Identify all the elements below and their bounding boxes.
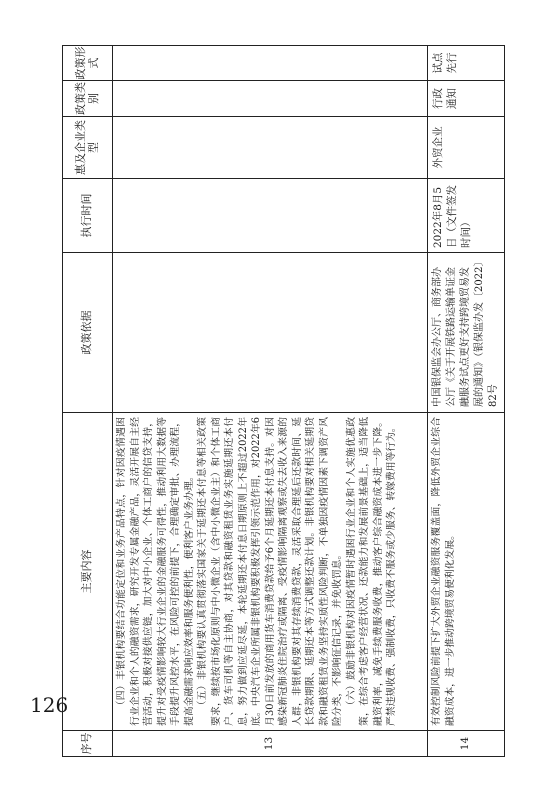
row14-seq: 14 bbox=[428, 731, 505, 757]
policy-table bbox=[62, 45, 505, 757]
header-time: 执行时间 bbox=[63, 179, 113, 253]
row13-beneficiary bbox=[113, 117, 428, 179]
row14-content bbox=[428, 413, 505, 731]
row13-seq: 13 bbox=[113, 731, 428, 757]
table-row-14 bbox=[428, 46, 505, 757]
row14-beneficiary: 外贸企业 bbox=[428, 117, 505, 179]
row13-paragraph-1: （四）丰银机构要结合功能定位和业务产品特点，针对因疫情遇困行业企业和个人的融资需求，研究开发专属金融产品，灵活开展自主经营活动，积极对接供应链，加大对中小企业、个体工商户的信贷支持，提升对受疫情影响较大行业企业的金融服务可得性，推动利用大数据等手段提升风控水平，在风险可控的前提下，合理确定审批、办理流程，提高金融需求响应效率和服务便利性，便利客户业务办理。 bbox=[116, 417, 195, 726]
row14-time: 2022年8月5日（文件签发时间） bbox=[428, 179, 505, 253]
header-row bbox=[63, 46, 113, 757]
policy-table-rotated bbox=[62, 46, 499, 757]
row13-content bbox=[113, 413, 428, 731]
row14-basis: 中国银保监会办公厅、商务部办公厅《关于开展铁路运输单证金融服务试点更好支持跨境贸易发展的通知》（银保监办发〔2022〕82号 bbox=[428, 253, 505, 413]
row13-time bbox=[113, 179, 428, 253]
header-content: 主要内容 bbox=[63, 413, 113, 731]
header-seq: 序号 bbox=[63, 731, 113, 757]
header-category: 政策类别 bbox=[63, 81, 113, 117]
row13-category bbox=[113, 81, 428, 117]
header-basis: 政策依据 bbox=[63, 253, 113, 413]
row14-form: 试点先行 bbox=[428, 46, 505, 81]
row13-form bbox=[113, 46, 428, 81]
row14-category: 行政通知 bbox=[428, 81, 505, 117]
header-beneficiary: 惠及企业类型 bbox=[63, 117, 113, 179]
page-number: 126 bbox=[30, 693, 69, 717]
row13-paragraph-3: （六）鼓励非银机构对因疫情暂时遇困行业企业和个人实施优惠政策，在综合考虑客户经营状况、还款能力和发展前景基础上，适当降低融资利率，减免手续费服务收费，推动客户综合融资成本进一步下降。严禁违规收费、强制收费，只收费不服务或少服务、转嫁费用等行为。 bbox=[345, 417, 398, 726]
row13-paragraph-2: （五）非银机构要认真贯彻落实国家关于延期还本付息等相关政策要求，继续按市场化原则与中小微企业（含中小微企业主）和个体工商户、货车司机等自主协商，对其贷款和融资租赁业务实施延期还本付息，努力做到应延尽延，本轮延期还本付息日期原则上不超过2022年底。中央汽车企业所属非银机构要积极发挥引领示范作用，对2022年6月30日前发放的商用货车消费贷款给予6个月延期还本付息支持。对因感染新冠肺炎住院治疗或隔离、受疫情影响隔离观察或失去收入来源的人群，非银机构要对其存续消费贷款，灵活采取合理延后还款时间、延长贷款期限、延期还本等方式调整还款计划。非银机构要对相关延期贷款和融资租赁业务坚持实质性风险判断，不单独因疫情因素下调资产风险分类，不影响征信记录，并免收罚息。 bbox=[197, 417, 344, 726]
row13-basis bbox=[113, 253, 428, 413]
table-row-13 bbox=[113, 46, 428, 757]
header-form: 政策形式 bbox=[63, 46, 113, 81]
row14-content-text: 有效控制风险前提下扩大外贸企业融资服务覆盖面，降低外贸企业综合融资成本，进一步推动跨境贸易便利化发展。 bbox=[431, 417, 456, 726]
